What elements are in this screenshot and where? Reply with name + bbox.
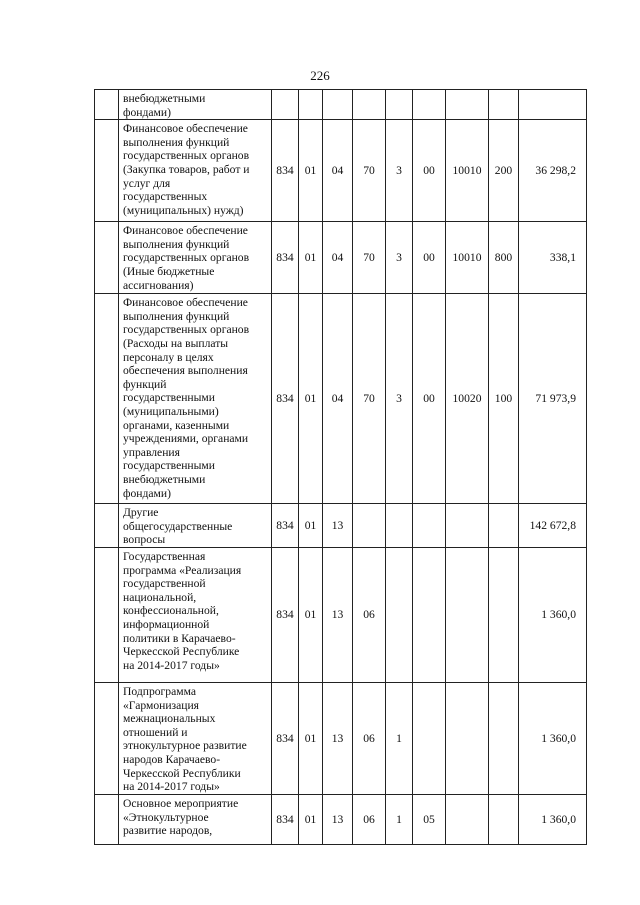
row-number-cell bbox=[95, 547, 119, 682]
item-name-cell: Финансовое обеспечение выполнения функций государственных органов (Расходы на выплаты персоналу в целях обеспечения выполнения функций государственными (муниципальными) органами, казенными учреждениями, органами управления государственными внебюджетными фондами) bbox=[119, 294, 272, 504]
item-name-cell: внебюджетными фондами) bbox=[119, 90, 272, 120]
subsection-cell bbox=[323, 90, 353, 120]
ministry-code-cell: 834 bbox=[272, 547, 299, 682]
subprogram-cell: 1 bbox=[386, 794, 413, 844]
program-cell: 06 bbox=[353, 547, 386, 682]
table-row bbox=[95, 294, 587, 504]
amount-cell: 1 360,0 bbox=[519, 794, 587, 844]
measure-cell: 00 bbox=[413, 120, 446, 222]
section-cell bbox=[299, 90, 323, 120]
subprogram-cell bbox=[386, 547, 413, 682]
ministry-code-cell bbox=[272, 90, 299, 120]
subprogram-cell bbox=[386, 90, 413, 120]
row-number-cell bbox=[95, 222, 119, 294]
direction-cell bbox=[446, 504, 489, 548]
direction-cell: 10010 bbox=[446, 120, 489, 222]
ministry-code-cell: 834 bbox=[272, 120, 299, 222]
section-cell: 01 bbox=[299, 504, 323, 548]
table-row bbox=[95, 222, 587, 294]
direction-cell bbox=[446, 794, 489, 844]
table-row bbox=[95, 794, 587, 844]
direction-cell bbox=[446, 682, 489, 794]
subsection-cell: 13 bbox=[323, 794, 353, 844]
expense-type-cell: 200 bbox=[489, 120, 519, 222]
row-number-cell bbox=[95, 294, 119, 504]
expense-type-cell bbox=[489, 547, 519, 682]
ministry-code-cell: 834 bbox=[272, 294, 299, 504]
section-cell: 01 bbox=[299, 547, 323, 682]
direction-cell: 10020 bbox=[446, 294, 489, 504]
table-row bbox=[95, 120, 587, 222]
amount-cell: 338,1 bbox=[519, 222, 587, 294]
subprogram-cell: 1 bbox=[386, 682, 413, 794]
subprogram-cell: 3 bbox=[386, 222, 413, 294]
expense-type-cell bbox=[489, 794, 519, 844]
measure-cell bbox=[413, 682, 446, 794]
direction-cell bbox=[446, 90, 489, 120]
section-cell: 01 bbox=[299, 294, 323, 504]
direction-cell: 10010 bbox=[446, 222, 489, 294]
table-row bbox=[95, 682, 587, 794]
row-number-cell bbox=[95, 120, 119, 222]
subsection-cell: 13 bbox=[323, 682, 353, 794]
row-number-cell bbox=[95, 682, 119, 794]
table-row bbox=[95, 504, 587, 548]
subsection-cell: 04 bbox=[323, 120, 353, 222]
amount-cell: 71 973,9 bbox=[519, 294, 587, 504]
page-number: 226 bbox=[310, 68, 330, 83]
subprogram-cell: 3 bbox=[386, 294, 413, 504]
item-name-cell: Финансовое обеспечение выполнения функций государственных органов (Иные бюджетные ассигнования) bbox=[119, 222, 272, 294]
table-row bbox=[95, 547, 587, 682]
subsection-cell: 04 bbox=[323, 294, 353, 504]
amount-cell: 1 360,0 bbox=[519, 682, 587, 794]
budget-table bbox=[94, 89, 587, 845]
measure-cell bbox=[413, 90, 446, 120]
section-cell: 01 bbox=[299, 682, 323, 794]
expense-type-cell: 800 bbox=[489, 222, 519, 294]
ministry-code-cell: 834 bbox=[272, 682, 299, 794]
subsection-cell: 04 bbox=[323, 222, 353, 294]
amount-cell bbox=[519, 90, 587, 120]
row-number-cell bbox=[95, 794, 119, 844]
amount-cell: 142 672,8 bbox=[519, 504, 587, 548]
ministry-code-cell: 834 bbox=[272, 222, 299, 294]
measure-cell bbox=[413, 547, 446, 682]
program-cell: 06 bbox=[353, 682, 386, 794]
measure-cell: 05 bbox=[413, 794, 446, 844]
measure-cell bbox=[413, 504, 446, 548]
expense-type-cell bbox=[489, 504, 519, 548]
item-name-cell: Другие общегосударственные вопросы bbox=[119, 504, 272, 548]
program-cell: 06 bbox=[353, 794, 386, 844]
ministry-code-cell: 834 bbox=[272, 794, 299, 844]
ministry-code-cell: 834 bbox=[272, 504, 299, 548]
program-cell: 70 bbox=[353, 294, 386, 504]
item-name-cell: Основное мероприятие «Этнокультурное развитие народов, bbox=[119, 794, 272, 844]
measure-cell: 00 bbox=[413, 222, 446, 294]
expense-type-cell: 100 bbox=[489, 294, 519, 504]
program-cell: 70 bbox=[353, 120, 386, 222]
section-cell: 01 bbox=[299, 222, 323, 294]
measure-cell: 00 bbox=[413, 294, 446, 504]
program-cell bbox=[353, 504, 386, 548]
amount-cell: 1 360,0 bbox=[519, 547, 587, 682]
section-cell: 01 bbox=[299, 120, 323, 222]
subprogram-cell bbox=[386, 504, 413, 548]
item-name-cell: Подпрограмма «Гармонизация межнациональных отношений и этнокультурное развитие народов Карачаево- Черкесской Республики на 2014-2017 годы» bbox=[119, 682, 272, 794]
expense-type-cell bbox=[489, 90, 519, 120]
subprogram-cell: 3 bbox=[386, 120, 413, 222]
direction-cell bbox=[446, 547, 489, 682]
row-number-cell bbox=[95, 504, 119, 548]
table-row bbox=[95, 90, 587, 120]
item-name-cell: Государственная программа «Реализация государственной национальной, конфессиональной, информационной политики в Карачаево- Черкесской Республике на 2014-2017 годы» bbox=[119, 547, 272, 682]
item-name-cell: Финансовое обеспечение выполнения функций государственных органов (Закупка товаров, работ и услуг для государственных (муниципальных) нужд) bbox=[119, 120, 272, 222]
subsection-cell: 13 bbox=[323, 547, 353, 682]
subsection-cell: 13 bbox=[323, 504, 353, 548]
row-number-cell bbox=[95, 90, 119, 120]
program-cell: 70 bbox=[353, 222, 386, 294]
program-cell bbox=[353, 90, 386, 120]
expense-type-cell bbox=[489, 682, 519, 794]
amount-cell: 36 298,2 bbox=[519, 120, 587, 222]
section-cell: 01 bbox=[299, 794, 323, 844]
